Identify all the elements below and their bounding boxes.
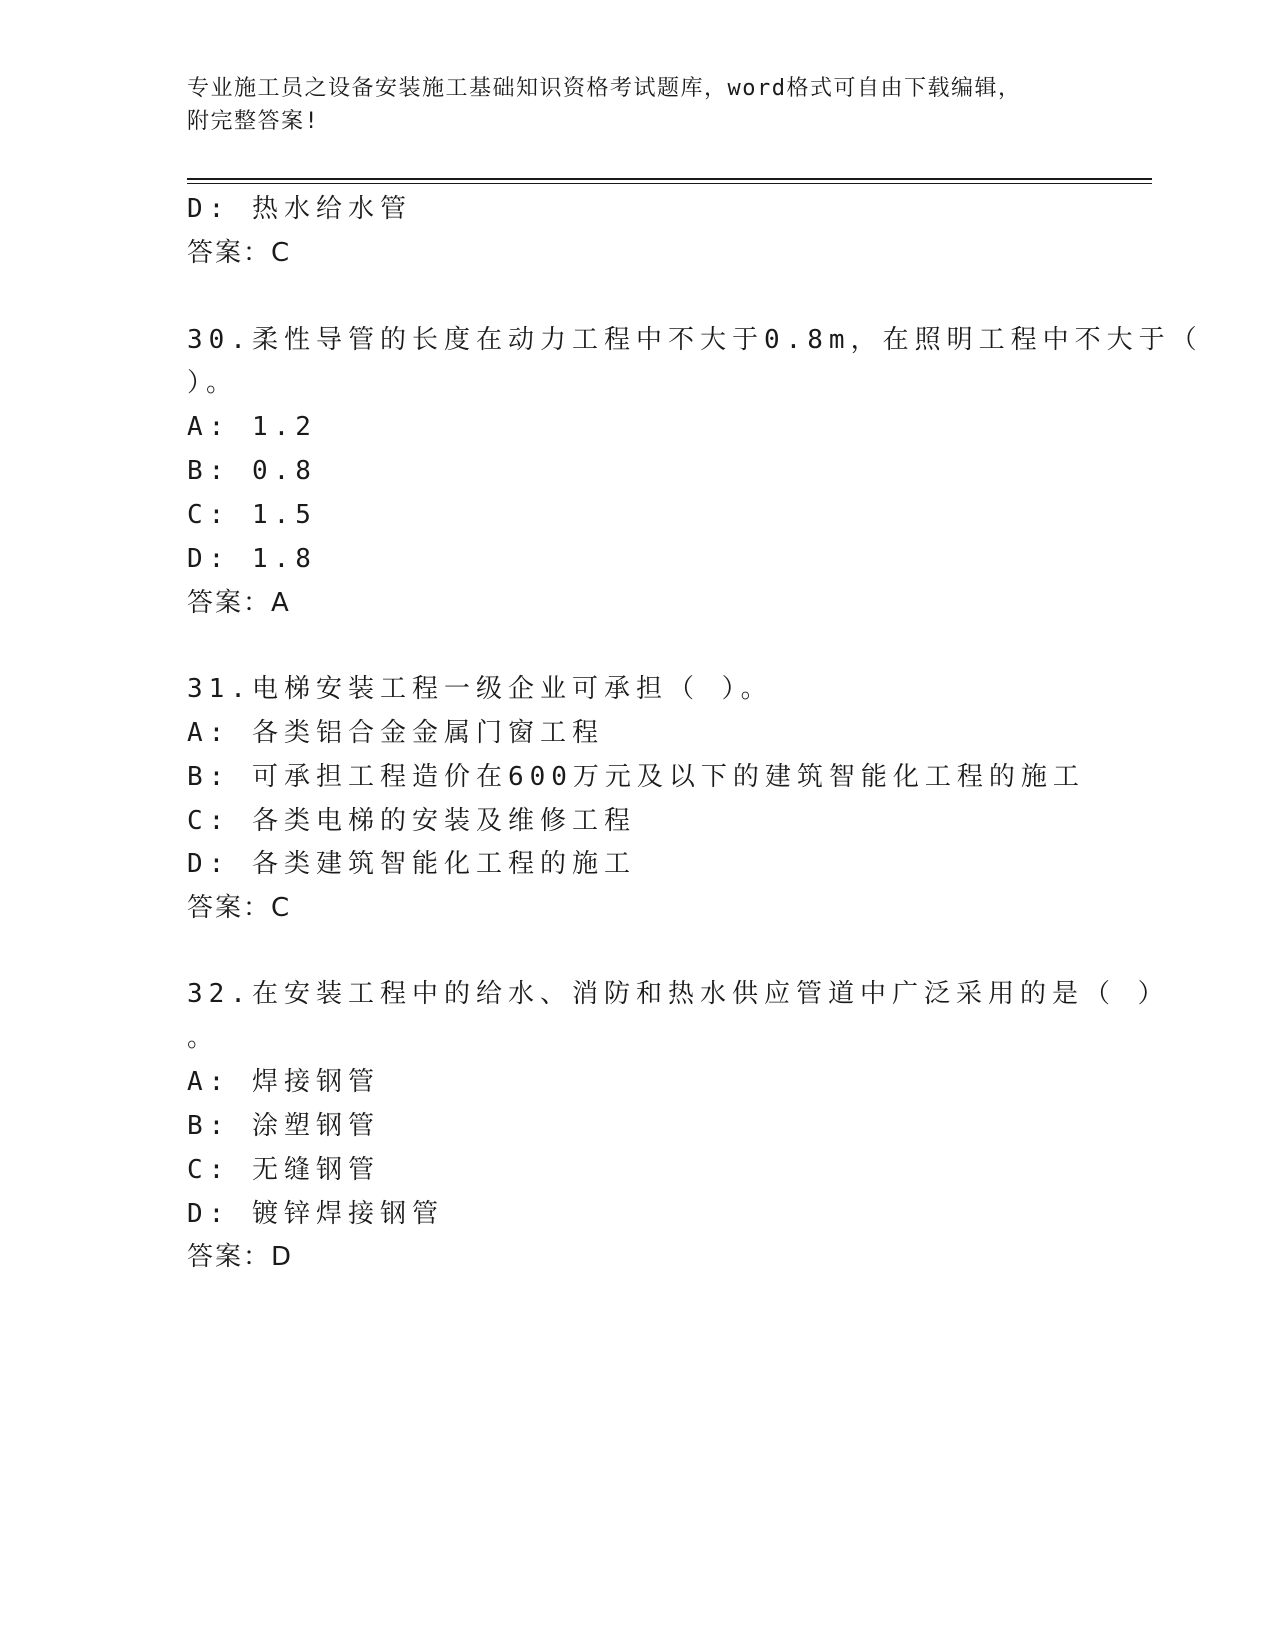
q31-answer: 答案：C — [187, 893, 292, 923]
header-rule-secondary — [187, 183, 1152, 184]
q32-option-a: A: 焊接钢管 — [187, 1067, 380, 1097]
q32-stem-line-2: 。 — [187, 1023, 220, 1053]
q32-option-b: B: 涂塑钢管 — [187, 1111, 380, 1141]
prev-option-d: D: 热水给水管 — [187, 194, 412, 224]
header-rule — [187, 178, 1152, 180]
q30-option-d: D: 1.8 — [187, 544, 317, 574]
header-line-1: 专业施工员之设备安装施工基础知识资格考试题库，word格式可自由下载编辑， — [187, 76, 1022, 101]
page-header — [187, 72, 1067, 138]
q30-option-b: B: 0.8 — [187, 456, 317, 486]
q32-option-c: C: 无缝钢管 — [187, 1155, 380, 1185]
q31-stem: 31.电梯安装工程一级企业可承担（ ）。 — [187, 674, 773, 704]
q32-answer: 答案：D — [187, 1242, 294, 1272]
header-line-2: 附完整答案! — [187, 109, 320, 134]
q30-option-c: C: 1.5 — [187, 500, 317, 530]
q30-stem-line-2: ）。 — [187, 368, 239, 398]
q31-option-c: C: 各类电梯的安装及维修工程 — [187, 806, 636, 836]
prev-answer: 答案：C — [187, 238, 292, 268]
q32-stem-line-1: 32.在安装工程中的给水、消防和热水供应管道中广泛采用的是（ ） — [187, 979, 1170, 1009]
q30-answer: 答案：A — [187, 588, 291, 618]
q30-stem-line-1: 30.柔性导管的长度在动力工程中不大于0.8m，在照明工程中不大于（ — [187, 325, 1203, 355]
q32-option-d: D: 镀锌焊接钢管 — [187, 1199, 444, 1229]
q31-option-b: B: 可承担工程造价在600万元及以下的建筑智能化工程的施工 — [187, 762, 1085, 792]
q31-option-d: D: 各类建筑智能化工程的施工 — [187, 849, 636, 879]
q31-option-a: A: 各类铝合金金属门窗工程 — [187, 718, 604, 748]
q30-option-a: A: 1.2 — [187, 412, 317, 442]
